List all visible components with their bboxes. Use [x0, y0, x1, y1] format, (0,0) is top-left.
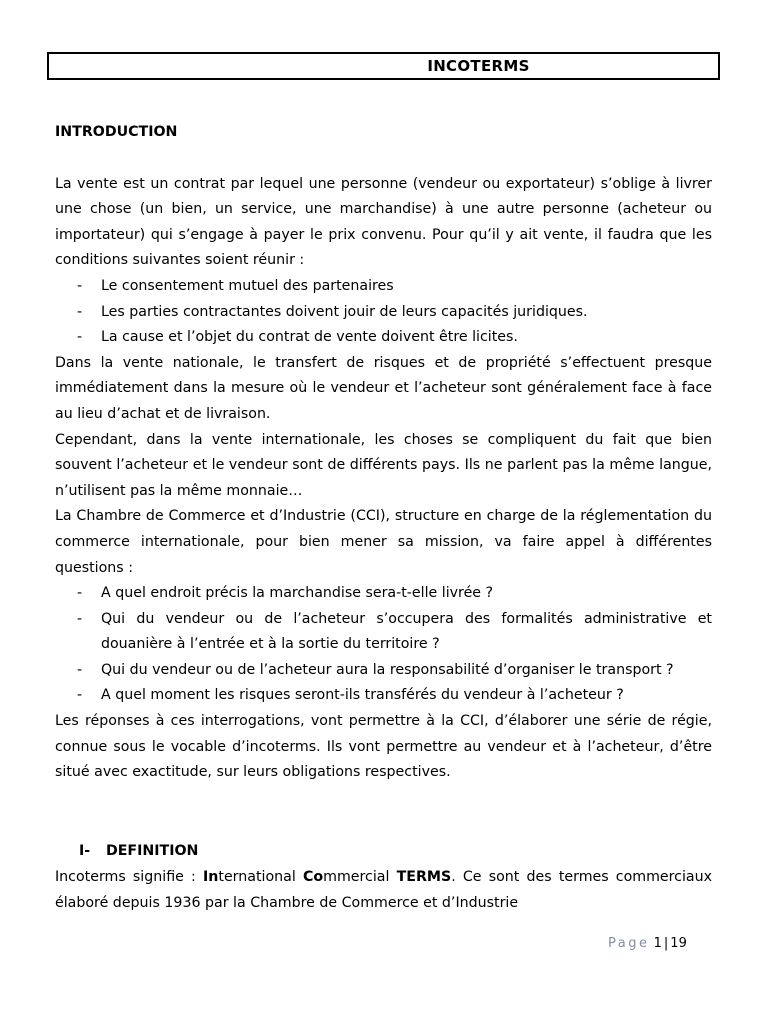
- list-item: - A quel moment les risques seront-ils transférés du vendeur à l’acheteur ?: [55, 683, 712, 709]
- paragraph-international: Cependant, dans la vente internationale, les choses se compliquent du fait que bien souvent l’acheteur et le vendeur sont de différents pays. Ils ne parlent pas la même langue, n’utilisent pas la même monnaie…: [55, 431, 712, 499]
- dash-marker: -: [77, 329, 83, 346]
- section-title: DEFINITION: [105, 843, 199, 860]
- definition-paragraph: Incoterms signifie : International Commercial TERMS. Ce sont des termes commerciaux élaboré depuis 1936 par la Chambre de Commerce et d’Industrie: [55, 869, 713, 911]
- paragraph-cci: La Chambre de Commerce et d’Industrie (CCI), structure en charge de la réglementation du commerce internationale, pour bien mener sa mission, va faire appel à différentes questions :: [55, 508, 712, 576]
- page-footer: [608, 934, 687, 954]
- current-page-number: 1: [653, 936, 662, 951]
- definition-heading: [55, 839, 712, 865]
- paragraph-national: Dans la vente nationale, le transfert de risques et de propriété s’effectuent presque immédiatement dans la mesure où le vendeur et l’acheteur sont généralement face à face au lieu d’achat et de livraison.: [55, 354, 712, 422]
- section-number: I-: [79, 843, 91, 860]
- introduction-heading: INTRODUCTION: [55, 124, 178, 140]
- list-item: - La cause et l’objet du contrat de vente doivent être licites.: [55, 325, 712, 351]
- list-item: - Le consentement mutuel des partenaires: [55, 274, 712, 300]
- page-separator: |: [663, 936, 669, 951]
- dash-marker: -: [77, 585, 83, 602]
- dash-marker: -: [77, 610, 83, 627]
- conditions-list: [55, 274, 712, 351]
- intro-paragraph: La vente est un contrat par lequel une personne (vendeur ou exportateur) s’oblige à livrer une chose (un bien, un service, une marchandise) à une autre personne (acheteur ou importateur) qui s’engage à payer le prix convenu. Pour qu’il y ait vente, il faudra que les conditions suivantes soient réunir :: [55, 175, 712, 269]
- list-item: - Qui du vendeur ou de l’acheteur s’occupera des formalités administrative et douanière à l’entrée et à la sortie du territoire ?: [55, 607, 712, 658]
- list-item: - A quel endroit précis la marchandise sera-t-elle livrée ?: [55, 581, 712, 607]
- questions-list: [55, 581, 712, 709]
- paragraph-answers: Les réponses à ces interrogations, vont permettre à la CCI, d’élaborer une série de régie, connue sous le vocable d’incoterms. Ils vont permettre au vendeur et à l’acheteur, d’être situé avec exactitude, sur leurs obligations respectives.: [55, 713, 712, 781]
- dash-marker: -: [77, 687, 83, 704]
- page-label: Page: [608, 936, 650, 951]
- dash-marker: -: [77, 661, 83, 678]
- document-title: INCOTERMS: [427, 57, 530, 75]
- document-body: [55, 118, 712, 916]
- dash-marker: -: [77, 277, 83, 294]
- list-item: - Qui du vendeur ou de l’acheteur aura la responsabilité d’organiser le transport ?: [55, 658, 712, 684]
- list-item: - Les parties contractantes doivent jouir de leurs capacités juridiques.: [55, 300, 712, 326]
- total-pages: 19: [670, 936, 687, 951]
- dash-marker: -: [77, 303, 83, 320]
- title-box: [47, 52, 720, 80]
